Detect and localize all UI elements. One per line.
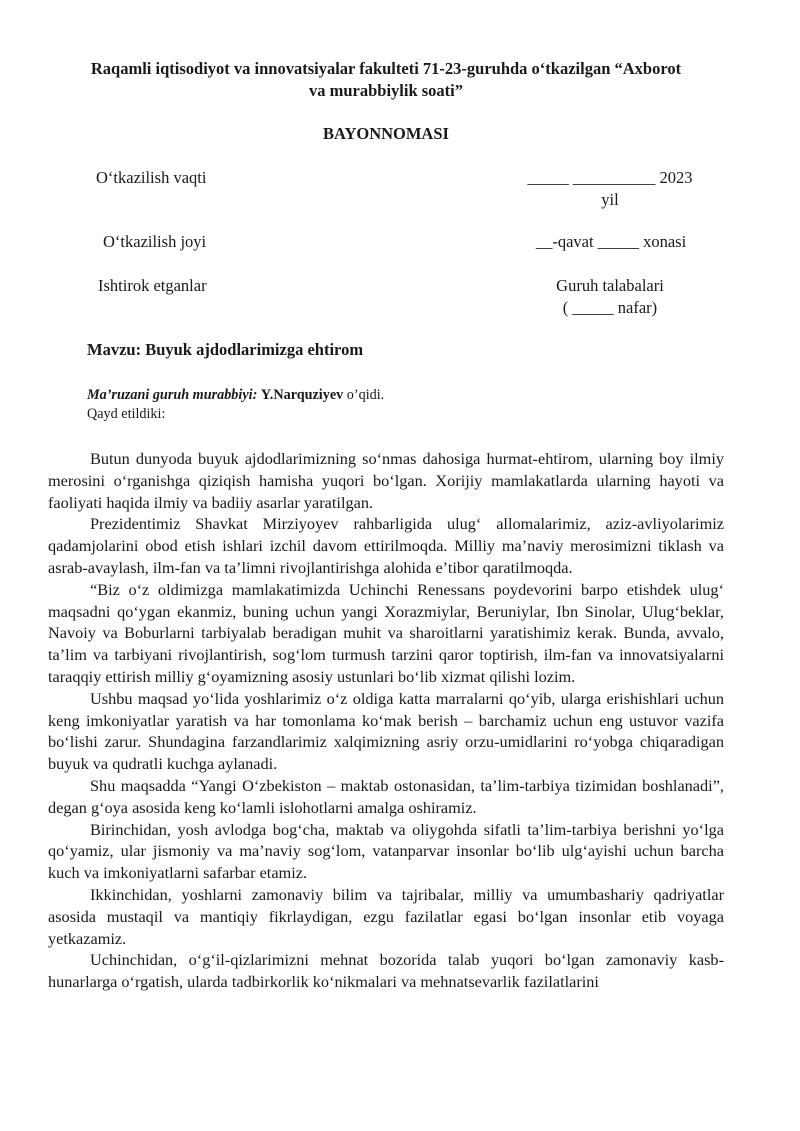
body-paragraph: Birinchidan, yosh avlodga bog‘cha, maktab va oliygohda sifatli ta’lim-tarbiya berishni yo‘lga qo‘yamiz, ular jismoniy va ma’naviy sog‘lom, vatanparvar insonlar bo‘lib ulg‘ayishi uchun barcha kuch va imkoniyatlarni safarbar etamiz. xyxy=(48,819,724,883)
time-value xyxy=(508,167,712,211)
document-header xyxy=(40,58,732,102)
header-title-line2: va murabbiylik soati” xyxy=(308,81,464,100)
document-title: BAYONNOMASI xyxy=(323,124,449,143)
body-paragraph: Ushbu maqsad yo‘lida yoshlarimiz o‘z oldiga katta marralarni qo‘yib, ularga erishishlari uchun keng imkoniyatlar yaratish va har tomonlama ko‘mak berish – barchamiz uchun eng ustuvor vazifa bo‘lishi zarur. Shundagina farzandlarimiz xalqimizning asriy orzu-umidlarini ro‘yobga chiqaradigan buyuk va qudratli kuchga aylanadi. xyxy=(48,688,724,774)
participants-value-line2: ( _____ nafar) xyxy=(562,298,658,317)
lecturer-block xyxy=(87,386,384,424)
document-body xyxy=(48,448,724,993)
body-paragraph: Ikkinchidan, yoshlarni zamonaviy bilim va tajribalar, milliy va umumbashariy qadriyatlar asosida mustaqil va mantiqiy fikrlaydigan, ezgu fazilatlar egasi bo‘lgan insonlar etib voyaga yetkazamiz. xyxy=(48,884,724,948)
time-label: O‘tkazilish vaqti xyxy=(96,168,207,187)
place-label: O‘tkazilish joyi xyxy=(103,232,207,251)
lecturer-name: Y.Narquziyev xyxy=(260,387,344,403)
noted-label: Qayd etildiki: xyxy=(87,406,166,422)
body-paragraph: Prezidentimiz Shavkat Mirziyoyev rahbarligida ulug‘ allomalarimiz, aziz-avliyolarimiz qadamjolarini obod etish ishlari izchil davom ettirilmoqda. Milliy ma’naviy merosimizni tiklash va asrab-avaylash, ilm-fan va ta’limni rivojlantirishga alohida e’tibor qaratilmoqda. xyxy=(48,514,724,577)
place-value: __-qavat _____ xonasi xyxy=(535,232,687,251)
header-title-line1: Raqamli iqtisodiyot va innovatsiyalar fakulteti 71-23-guruhda o‘tkazilgan “Axborot xyxy=(90,59,682,78)
participants-value-line1: Guruh talabalari xyxy=(556,276,664,295)
body-paragraph: “Biz o‘z oldimizga mamlakatimizda Uchinchi Renessans poydevorini barpo etishdek ulug‘ maqsadni qo‘ygan ekanmiz, buning uchun yangi Xorazmiylar, Beruniylar, Ibn Sinolar, Ulug‘beklar, Navoiy va Boburlarni tarbiyalab beradigan muhit va sharoitlarni yaratishimiz kerak. Bunda, avvalo, ta’lim va tarbiyani rivojlantirish, sog‘lom turmush tarzini qaror toptirish, ilm-fan va innovatsiyalarni taraqqiy ettirish milliy g‘oyamizning asosiy ustunlari bo‘lib xizmat qilishi lozim. xyxy=(48,579,724,686)
lecturer-suffix: o’qidi. xyxy=(346,387,385,403)
lecturer-line xyxy=(87,386,384,405)
time-value-line1: _____ __________ 2023 xyxy=(527,168,693,187)
lecturer-label: Ma’ruzani guruh murabbiyi: xyxy=(87,387,258,403)
body-paragraph: Shu maqsadda “Yangi O‘zbekiston – maktab ostonasidan, ta’lim-tarbiya tizimidan boshlanadi”, degan g‘oya asosida keng ko‘lamli islohotlarni amalga oshiramiz. xyxy=(48,775,724,817)
participants-label: Ishtirok etganlar xyxy=(98,276,207,295)
participants-value xyxy=(530,275,690,319)
topic-heading: Mavzu: Buyuk ajdodlarimizga ehtirom xyxy=(87,340,364,359)
time-value-line2: yil xyxy=(601,190,619,209)
body-paragraph: Butun dunyoda buyuk ajdodlarimizning so‘nmas dahosiga hurmat-ehtirom, ularning boy ilmiy merosini o‘rganishga qiziqish hamisha yuqori bo‘lgan. Xorijiy mamlakatlarda ularning hayoti va faoliyati haqida ilmiy va badiiy asarlar yaratilgan. xyxy=(48,449,724,512)
body-paragraph: Uchinchidan, o‘g‘il-qizlarimizni mehnat bozorida talab yuqori bo‘lgan zamonaviy kasb-hunarlarga o‘rgatish, ularda tadbirkorlik ko‘nikmalari va mehnatsevarlik fazilatlarini xyxy=(48,950,724,992)
